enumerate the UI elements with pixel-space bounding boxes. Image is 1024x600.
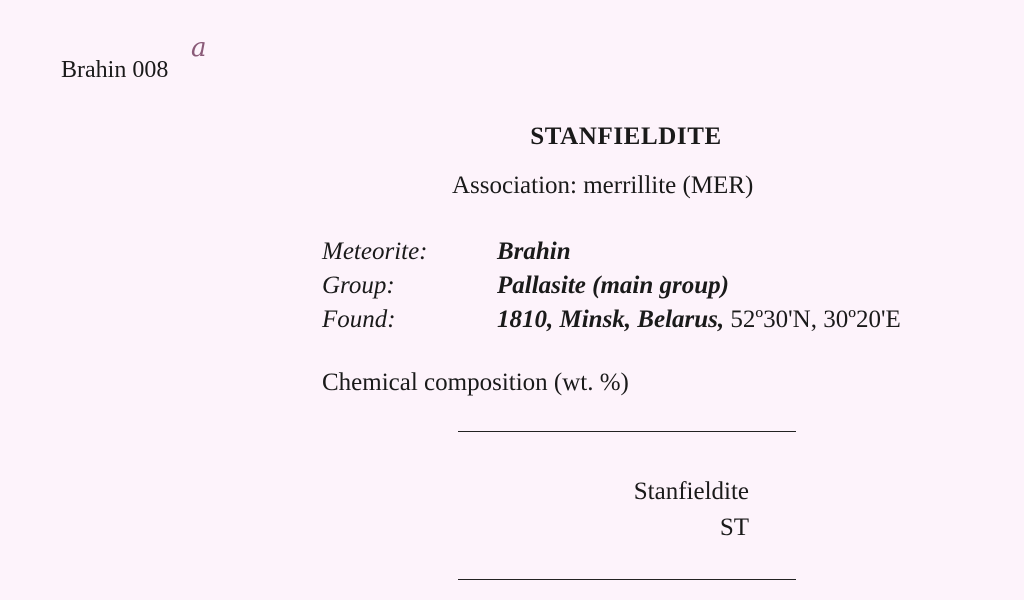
sample-id: Brahin 008 xyxy=(61,57,169,83)
composition-heading: Chemical composition (wt. %) xyxy=(322,369,629,396)
found-value: 1810, Minsk, Belarus, xyxy=(497,306,725,333)
group-value: Pallasite (main group) xyxy=(497,272,729,299)
table-header-rule xyxy=(458,579,796,580)
mineral-title: STANFIELDITE xyxy=(530,123,722,150)
found-value-group xyxy=(497,305,901,335)
found-coordinates: 52º30'N, 30º20'E xyxy=(730,306,901,333)
table-top-rule xyxy=(458,431,796,432)
found-label: Found: xyxy=(322,306,396,333)
meteorite-label: Meteorite: xyxy=(322,238,428,265)
column-header-mineral: Stanfieldite xyxy=(633,478,749,505)
association-line: Association: merrillite (MER) xyxy=(452,172,754,199)
meteorite-value: Brahin xyxy=(497,238,571,265)
handwritten-annotation: a xyxy=(191,33,207,63)
group-label: Group: xyxy=(322,272,395,299)
column-header-abbreviation: ST xyxy=(719,514,749,541)
